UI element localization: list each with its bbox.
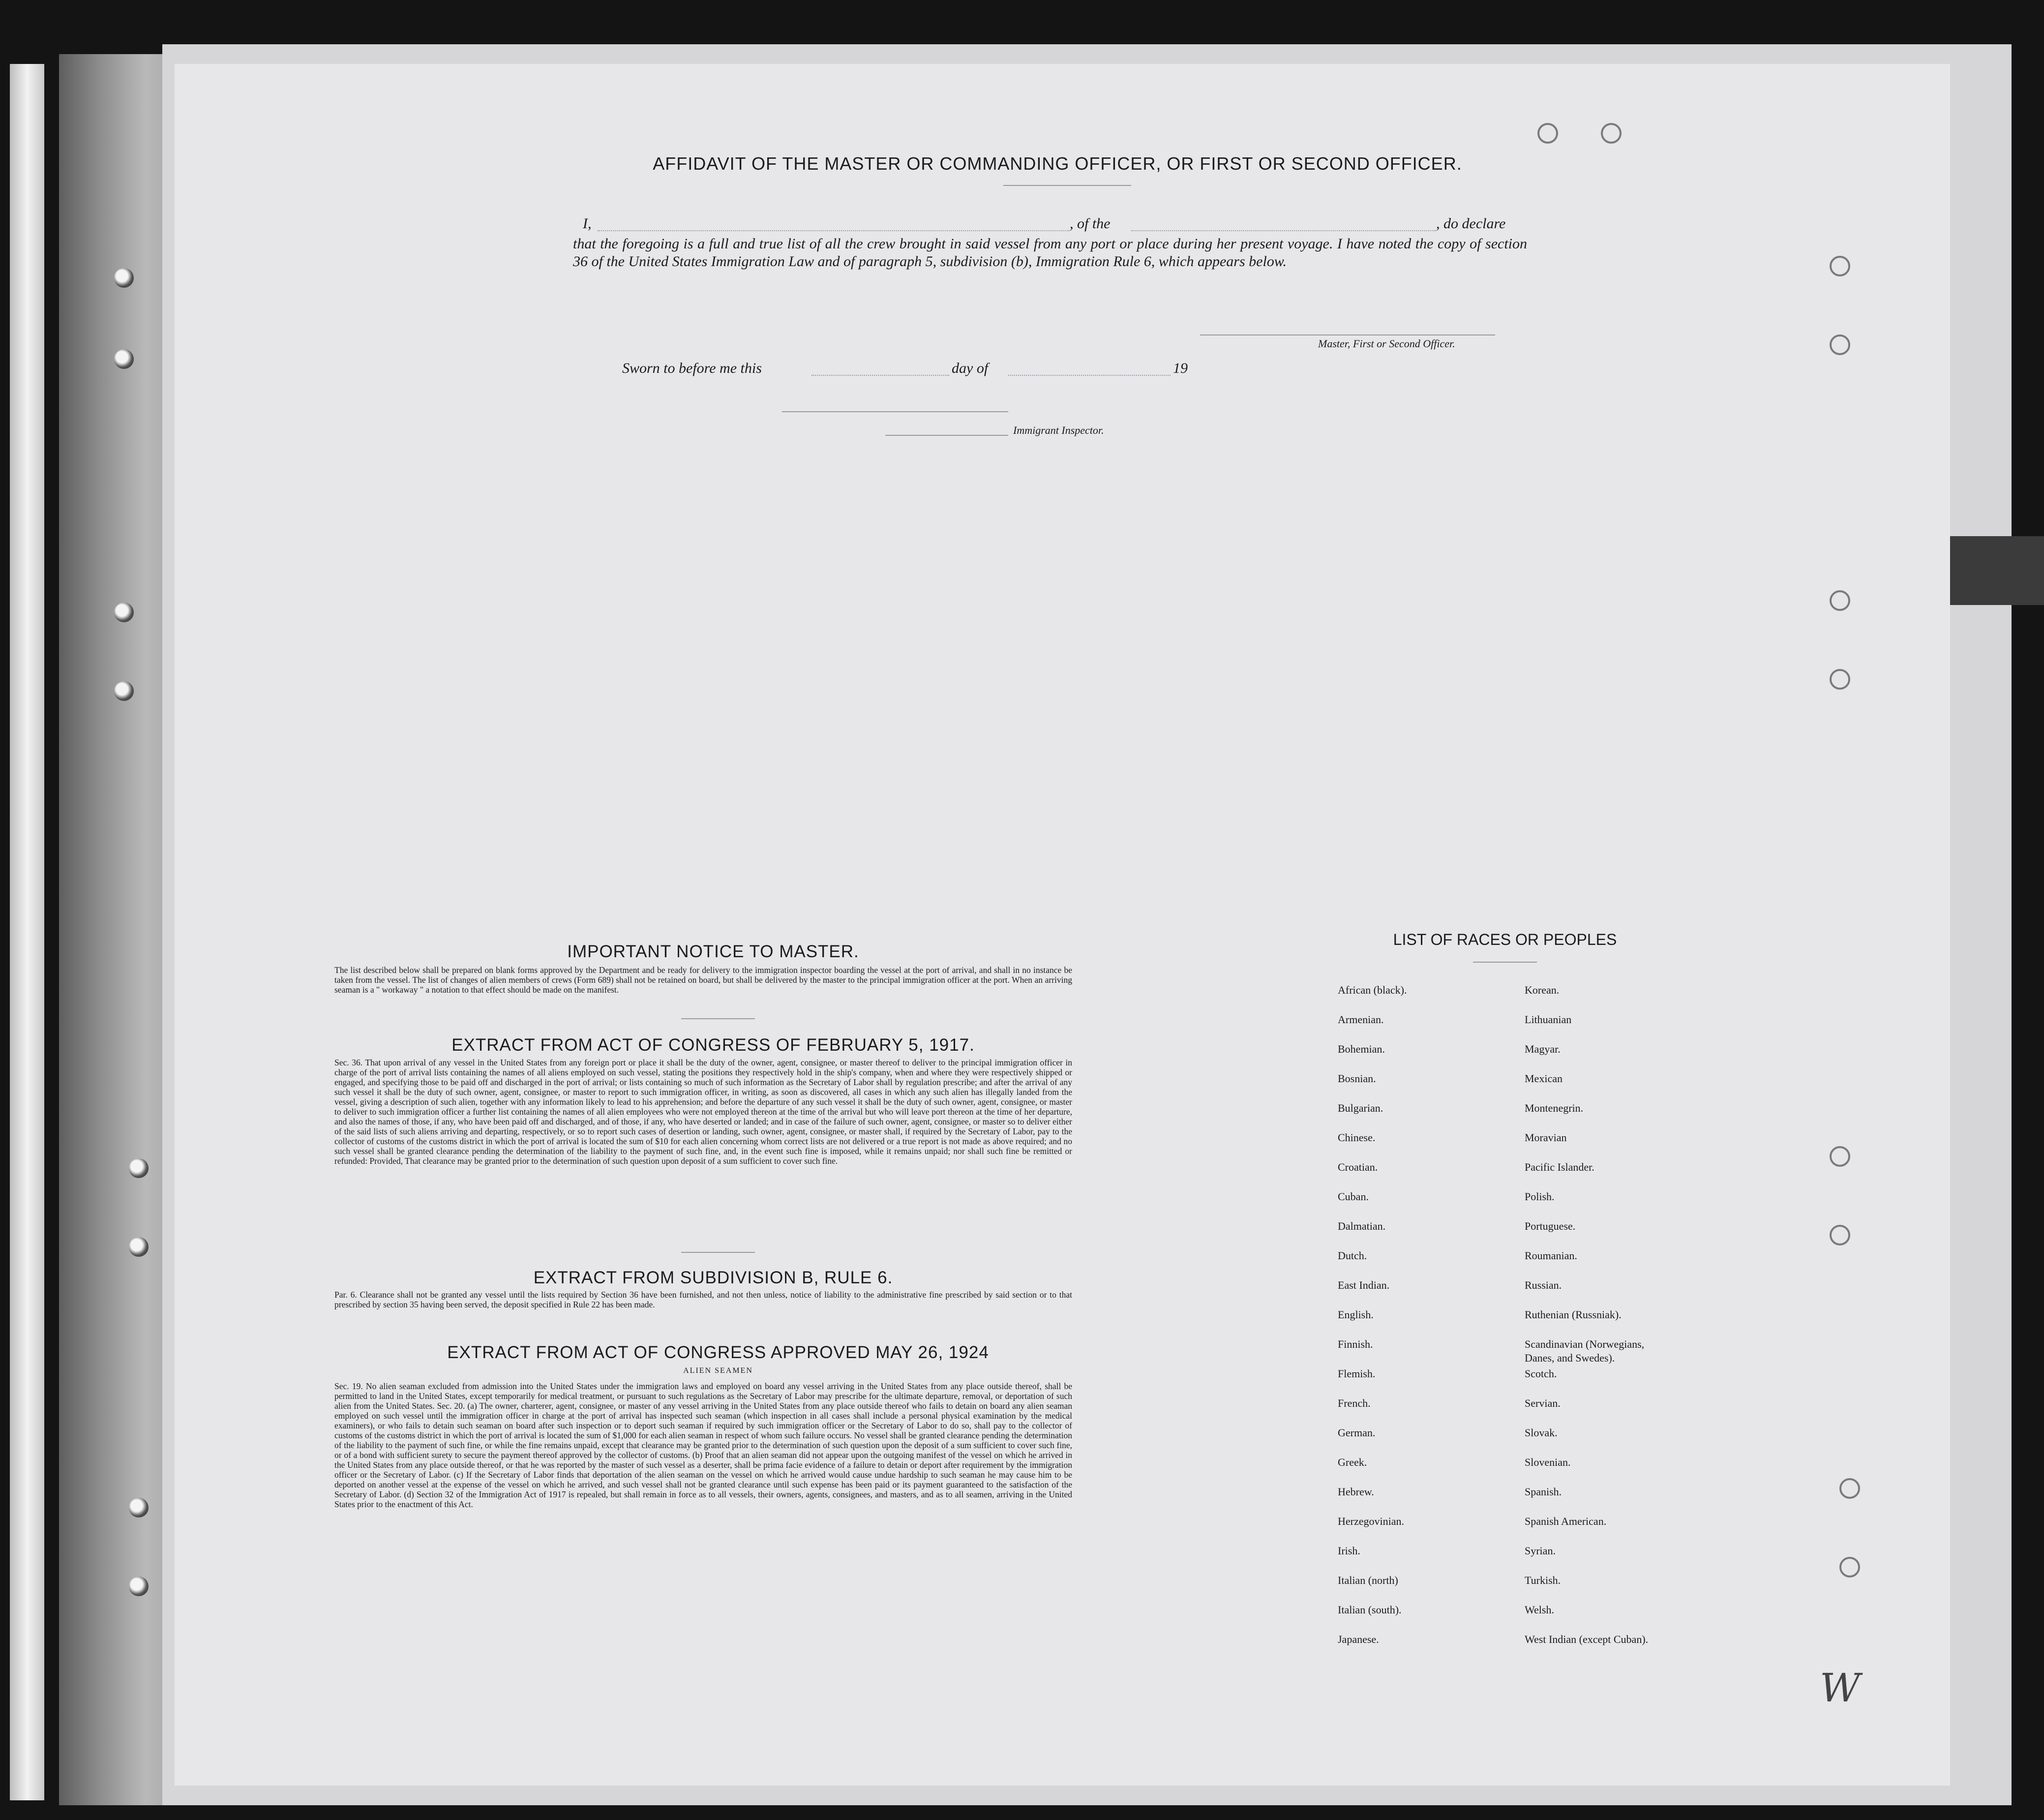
race-item-right: Moravian (1525, 1131, 1567, 1144)
notice-title: IMPORTANT NOTICE TO MASTER. (567, 942, 859, 961)
extract-1924-subtitle: ALIEN SEAMEN (683, 1366, 753, 1375)
declaration-do-declare: , do declare (1436, 215, 1506, 232)
race-item-left: Herzegovinian. (1338, 1515, 1404, 1527)
race-item-left: Italian (north) (1338, 1574, 1398, 1586)
binder-hole (114, 268, 134, 288)
extract-rule6-text: Par. 6. Clearance shall not be granted any vessel until the lists required by Section 36 have been furnished, and not then unless, notice of liability to the administrative fine prescribed by said section or to that prescribed by section 35 having been served, the deposit specified in Rule 22 has been made. (334, 1290, 1072, 1309)
race-item-left: Flemish. (1338, 1367, 1376, 1380)
notice-text: The list described below shall be prepared on blank forms approved by the Department and be ready for delivery to the immigration inspector boarding the vessel at the port of arrival, and shall in no instance be taken from the vessel. The list of changes of alien members of crews (Form 689) shall not be retained on board, but shall be delivered by the master to the principal immigration officer at the port. When an arriving seaman is a " workaway " a notation to that effect should be made on the manifest. (334, 965, 1072, 995)
race-item-left: German. (1338, 1426, 1376, 1439)
punch-hole (1830, 590, 1850, 611)
race-item-right: Mexican (1525, 1072, 1563, 1085)
punch-hole (1839, 1478, 1860, 1499)
extract-1917-divider (681, 1252, 755, 1253)
race-item-left: Italian (south). (1338, 1604, 1402, 1616)
race-item-left: Hebrew. (1338, 1486, 1374, 1498)
inspector-signature-line (885, 435, 1008, 436)
race-item-left: Dutch. (1338, 1249, 1367, 1262)
race-item-left: Chinese. (1338, 1131, 1376, 1144)
race-item-right: Roumanian. (1525, 1249, 1577, 1262)
punch-hole (1839, 1557, 1860, 1577)
race-item-left: African (black). (1338, 984, 1407, 996)
race-item-right: Servian. (1525, 1397, 1561, 1409)
sworn-day-line (812, 375, 949, 376)
title-divider (1003, 185, 1131, 186)
race-item-left: Japanese. (1338, 1633, 1379, 1645)
punch-hole (1601, 123, 1622, 144)
race-item-right: Portuguese. (1525, 1220, 1576, 1232)
race-item-right: Syrian. (1525, 1545, 1556, 1557)
extract-1917-text: Sec. 36. That upon arrival of any vessel in the United States from any foreign port or place it shall be the duty of the owner, agent, consignee, or master thereof to deliver to the principal immigration officer in charge of the port of arrival lists containing the names of all aliens employed on such vessel, stating the positions they respectively hold in the ship's company, when and where they were respectively shipped or engaged, and specifying those to be paid off and discharged in the port of arrival; or lists containing so much of such information as the Secretary of Labor shall by regulation prescribe; and after the arrival of any such vessel it shall be the duty of such owner, agent, consignee, or master to report to such immigration officer, in writing, as soon as discovered, all cases in which any such alien has illegally landed from the vessel, giving a description of such alien, together with any information likely to lead to his apprehension; and before the departure of any such vessel it shall be the duty of such owner, agent, consignee, or master to deliver to such immigration officer a further list containing the names of all alien employees who were not employed thereon at the time of the arrival but who will leave port thereon at the time of her departure, and also the names of those, if any, who have been paid off and discharged, and of those, if any, who have deserted or landed; and in case of the failure of such owner, agent, consignee, or master so to deliver either of the said lists of such aliens arriving and departing, respectively, or so to report such cases of desertion or landing, such owner, agent, consignee, or master shall, if required by the Secretary of Labor, pay to the collector of customs of the customs district in which the port of arrival is located the sum of $10 for each alien concerning whom correct lists are not delivered or a true report is not made as above required; and no such vessel shall be granted clearance pending the determination of the liability to the payment of such fine, and, in the event such fine is imposed, while it remains unpaid; nor shall such fine be remitted or refunded: Provided, That clearance may be granted prior to the determination of such question upon deposit of a sum sufficient to cover such fine. (334, 1058, 1072, 1166)
vessel-blank-line (1131, 230, 1436, 231)
race-item-left: Croatian. (1338, 1161, 1378, 1173)
punch-hole (1537, 123, 1558, 144)
master-signature-label: Master, First or Second Officer. (1318, 337, 1455, 350)
declaration-of-the: , of the (1070, 215, 1111, 232)
sworn-day-of: day of (952, 360, 989, 376)
race-item-right: Scotch. (1525, 1367, 1557, 1380)
races-divider (1473, 962, 1537, 963)
race-item-right: Scandinavian (Norwegians, (1525, 1338, 1645, 1350)
punch-hole (1830, 1225, 1850, 1245)
race-item-left: East Indian. (1338, 1279, 1390, 1291)
race-item-right: Korean. (1525, 984, 1560, 996)
race-item-right: Montenegrin. (1525, 1102, 1584, 1114)
punch-hole (1830, 669, 1850, 690)
race-item-left: Finnish. (1338, 1338, 1373, 1350)
extract-rule6-title: EXTRACT FROM SUBDIVISION B, RULE 6. (533, 1268, 893, 1287)
binder-hole (129, 1577, 149, 1596)
race-item-right: Magyar. (1525, 1043, 1561, 1055)
punch-hole (1830, 1146, 1850, 1167)
race-item-left: Greek. (1338, 1456, 1367, 1468)
inspector-signature-line-top (782, 411, 1008, 412)
race-item-left: French. (1338, 1397, 1371, 1409)
race-item-right: Slovak. (1525, 1426, 1558, 1439)
inspector-label: Immigrant Inspector. (1013, 424, 1104, 436)
binder-hole (129, 1237, 149, 1257)
race-item-right: Polish. (1525, 1190, 1555, 1203)
race-item-right: Ruthenian (Russniak). (1525, 1308, 1622, 1321)
race-item-left: Armenian. (1338, 1013, 1384, 1026)
name-blank-line (598, 230, 1070, 231)
handwritten-page-mark: W (1820, 1665, 1861, 1711)
binder-hole (129, 1158, 149, 1178)
master-signature-line (1200, 334, 1495, 335)
notice-divider (681, 1018, 755, 1019)
race-item-right: Danes, and Swedes). (1525, 1352, 1615, 1364)
race-item-left: Bohemian. (1338, 1043, 1385, 1055)
race-item-right: Lithuanian (1525, 1013, 1572, 1026)
race-item-right: Spanish. (1525, 1486, 1562, 1498)
race-item-right: Turkish. (1525, 1574, 1561, 1586)
race-item-left: Irish. (1338, 1545, 1360, 1557)
document-page (175, 64, 1950, 1786)
race-item-right: Russian. (1525, 1279, 1562, 1291)
punch-hole (1830, 256, 1850, 276)
sworn-month-line (1008, 375, 1171, 376)
extract-1917-title: EXTRACT FROM ACT OF CONGRESS OF FEBRUARY 5, 1917. (451, 1035, 975, 1055)
race-item-left: English. (1338, 1308, 1374, 1321)
extract-1924-title: EXTRACT FROM ACT OF CONGRESS APPROVED MAY 26, 1924 (447, 1343, 989, 1362)
binder-hole (114, 603, 134, 622)
declaration-i: I, (583, 215, 592, 232)
race-item-left: Bosnian. (1338, 1072, 1376, 1085)
race-item-right: Welsh. (1525, 1604, 1554, 1616)
race-item-right: West Indian (except Cuban). (1525, 1633, 1649, 1645)
extract-1924-text: Sec. 19. No alien seaman excluded from admission into the United States under the immigration laws and employed on board any vessel arriving in the United States from any place outside thereof, shall be permitted to land in the United States, except temporarily for medical treatment, or pursuant to such regulations as the Secretary of Labor may prescribe for the ultimate departure, removal, or deportation of such alien from the United States. Sec. 20. (a) The owner, charterer, agent, consignee, or master of any vessel arriving in the United States from any place outside thereof who fails to detain on board any alien seaman employed on such vessel until the immigration officer in charge at the port of arrival has inspected such seaman (which inspection in all cases shall include a personal physical examination by the medical examiners), or who fails to detain such seaman on board after such inspection or to deport such seaman if required by such immigration officer or the Secretary of Labor to do so, shall pay to the collector of customs of the customs district in which the port of arrival is located the sum of $1,000 for each alien seaman in respect of whom such failure occurs. No vessel shall be granted clearance pending the determination of the liability to the payment of such fine, or while the fine remains unpaid, except that clearance may be granted prior to the determination of such question upon the deposit of a sum sufficient to cover such fine, or of a bond with sufficient surety to secure the payment thereof approved by the collector of customs. (b) Proof that an alien seaman did not appear upon the outgoing manifest of the vessel on which he arrived in the United States from any place outside thereof, or that he was reported by the master of such vessel as a deserter, shall be prima facie evidence of a failure to detain or deport after requirement by the immigration officer or the Secretary of Labor. (c) If the Secretary of Labor finds that deportation of the alien seaman on the vessel on which he arrived would cause undue hardship to such seaman he may cause him to be deported on another vessel at the expense of the vessel on which he arrived, and such vessel shall not be granted clearance until such expense has been paid or its payment guaranteed to the satisfaction of the Secretary of Labor. (d) Section 32 of the Immigration Act of 1917 is repealed, but shall remain in force as to all vessels, their owners, agents, consignees, and masters, and as to all seamen, arriving in the United States prior to the enactment of this Act. (334, 1381, 1072, 1509)
sworn-year: 19 (1173, 360, 1188, 376)
punch-hole (1830, 334, 1850, 355)
race-item-right: Spanish American. (1525, 1515, 1607, 1527)
race-item-left: Cuban. (1338, 1190, 1369, 1203)
race-item-right: Slovenian. (1525, 1456, 1571, 1468)
races-title: LIST OF RACES OR PEOPLES (1393, 931, 1617, 948)
binder-hole (129, 1498, 149, 1517)
race-item-right: Pacific Islander. (1525, 1161, 1594, 1173)
race-item-left: Dalmatian. (1338, 1220, 1386, 1232)
sworn-prefix: Sworn to before me this (622, 360, 762, 376)
binder-hole (114, 349, 134, 369)
race-item-left: Bulgarian. (1338, 1102, 1383, 1114)
film-edge-strip (10, 64, 44, 1800)
affidavit-title: AFFIDAVIT OF THE MASTER OR COMMANDING OFFICER, OR FIRST OR SECOND OFFICER. (653, 153, 1462, 174)
affidavit-statement: that the foregoing is a full and true list of all the crew brought in said vessel from any port or place during her present voyage. I have noted the copy of section 36 of the United States Immigration Law and of paragraph 5, subdivision (b), Immigration Rule 6, which appears below. (573, 236, 1527, 270)
binder-hole (114, 681, 134, 701)
